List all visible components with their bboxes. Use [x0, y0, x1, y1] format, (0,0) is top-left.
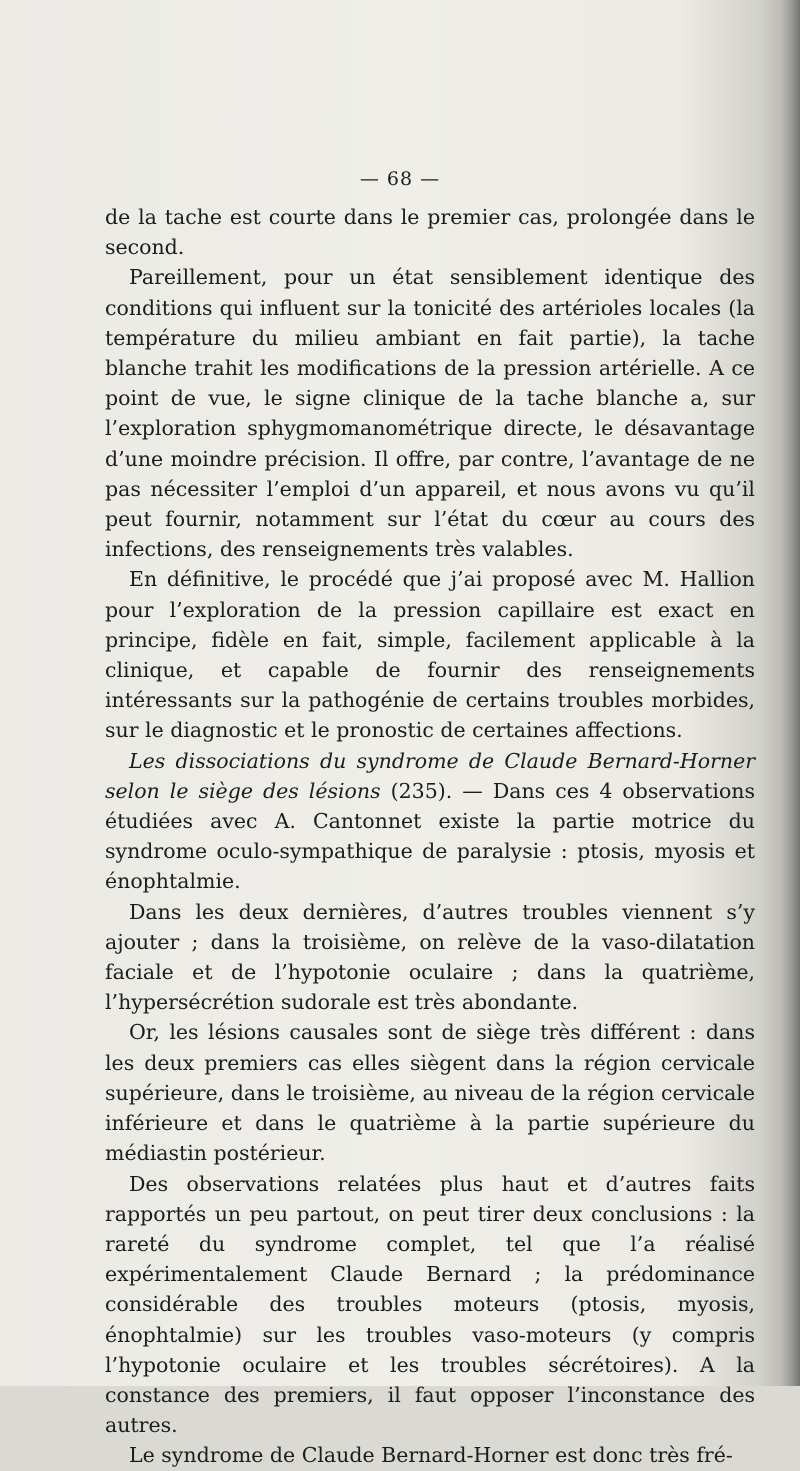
section-title-italic: Les dissociations du syndrome de Claude Bernard-Horner selon le siège des lésions: [105, 748, 755, 803]
paragraph-dissociations-text: (235). — Dans ces 4 observations étudiées avec A. Cantonnet existe la partie motrice du syndrome oculo-sympathique de paralysie : ptosis, myosis et énophtalmie.: [105, 778, 756, 894]
paragraph-lesions-causales: Or, les lésions causales sont de siège très différent : dans les deux premiers cas elles siègent dans la région cervicale supérieure, dans le troisième, au niveau de la région cervicale inférieure et dans le quatrième à la partie supérieure du médiastin postérieur.: [105, 1020, 755, 1166]
paragraph-final: Le syndrome de Claude Bernard-Horner est donc très fré-: [129, 1443, 733, 1468]
paragraph-conclusions: Des observations relatées plus haut et d’autres faits rapportés un peu partout, on peut tirer deux conclusions : la rareté du syndrome complet, tel que l’a réalisé expérimentalement Claude Bernard ; la prédominance considérable des troubles moteurs (ptosis, myosis, énophtalmie) sur les troubles vaso-moteurs (y compris l’hypotonie oculaire et les troubles sécrétoires). A la constance des premiers, il faut opposer l’inconstance des autres.: [105, 1171, 755, 1438]
paragraph-tache-blanche: Pareillement, pour un état sensiblement identique des conditions qui influent sur la tonicité des artérioles locales (la température du milieu ambiant en fait partie), la tache blanche trahit les modifications de la pression artérielle. A ce point de vue, le signe clinique de la tache blanche a, sur l’exploration sphygmomanométrique directe, le désavantage d’une moindre précision. Il offre, par contre, l’avantage de ne pas nécessiter l’emploi d’un appareil, et nous avons vu qu’il peut fournir, notamment sur l’état du cœur au cours des infections, des renseignements très valables.: [105, 265, 755, 562]
body-text: [105, 202, 755, 1471]
page-number: — 68 —: [359, 168, 441, 190]
paragraph-definitive: En définitive, le procédé que j’ai proposé avec M. Hallion pour l’exploration de la pression capillaire est exact en principe, fidèle en fait, simple, facilement applicable à la clinique, et capable de fournir des renseignements intéressants sur la pathogénie de certains troubles morbides, sur le diagnostic et le pronostic de certaines affections.: [105, 567, 755, 743]
paragraph-dernieres: Dans les deux dernières, d’autres troubles viennent s’y ajouter ; dans la troisième, on relève de la vaso-dilatation faciale et de l’hypotonie oculaire ; dans la quatrième, l’hypersécrétion sudorale est très abondante.: [105, 899, 755, 1015]
paragraph-continuation: de la tache est courte dans le premier cas, prolongée dans le second.: [105, 205, 755, 260]
paragraph-dissociations: [105, 746, 755, 897]
page-edge-shadow: [782, 0, 800, 1386]
